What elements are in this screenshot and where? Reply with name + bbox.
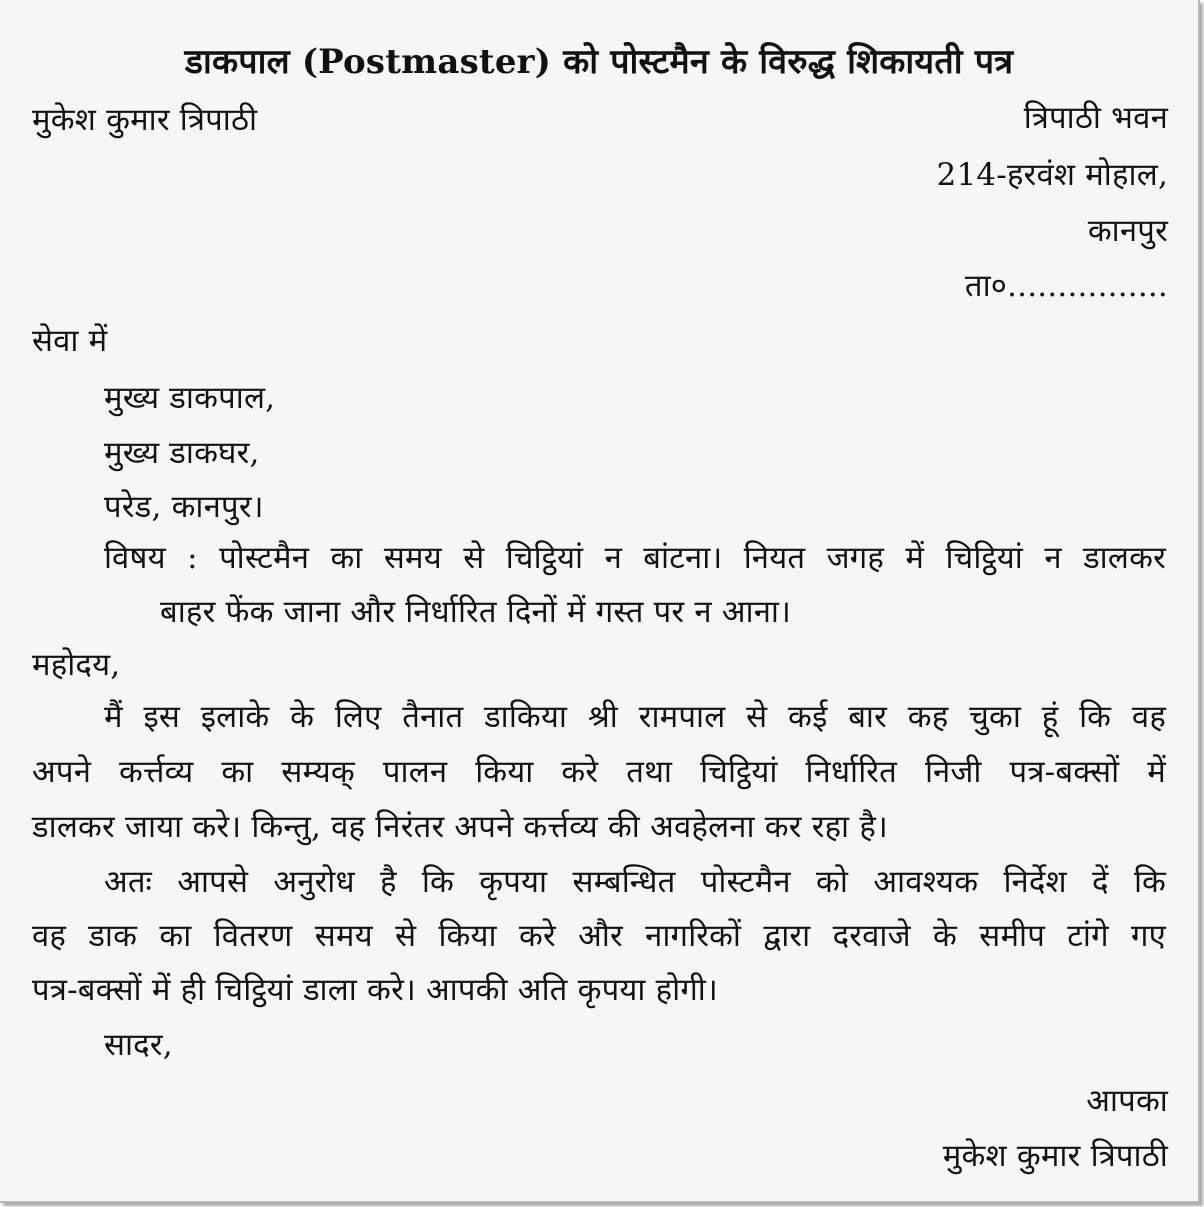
sender-name: मुकेश कुमार त्रिपाठी xyxy=(32,102,258,138)
signoff: आपका xyxy=(1086,1083,1168,1119)
body-line-4: अतः आपसे अनुरोध है कि कृपया सम्बन्धित पोस्टमैन को आवश्यक निर्देश दें कि xyxy=(104,864,1166,900)
address-line-3: कानपुर xyxy=(1087,213,1168,249)
greeting: महोदय, xyxy=(32,647,121,683)
body-line-5: वह डाक का वितरण समय से किया करे और नागरिकों द्वारा दरवाजे के समीप टांगे गए xyxy=(32,918,1166,954)
page-title: डाकपाल (Postmaster) को पोस्टमैन के विरुद्ध शिकायती पत्र xyxy=(184,42,1014,82)
address-line-1: त्रिपाठी भवन xyxy=(1023,100,1168,136)
subject-line-1: विषय : पोस्टमैन का समय से चिट्ठियां न बांटना। नियत जगह में चिट्ठियां न डालकर xyxy=(104,540,1166,576)
body-line-2: अपने कर्त्तव्य का सम्यक् पालन किया करे तथा चिट्ठियां निर्धारित निजी पत्र-बक्सों में xyxy=(32,754,1166,790)
body-line-6: पत्र-बक्सों में ही चिट्ठियां डाला करे। आपकी अति कृपया होगी। xyxy=(32,972,718,1008)
address-line-2: 214-हरवंश मोहाल, xyxy=(936,157,1168,193)
closing: सादर, xyxy=(104,1027,173,1063)
date-line: ता०................ xyxy=(964,268,1168,304)
recipient-line-1: मुख्य डाकपाल, xyxy=(104,380,276,416)
recipient-line-2: मुख्य डाकघर, xyxy=(104,435,260,471)
subject-line-2: बाहर फेंक जाना और निर्धारित दिनों में गस्त पर न आना। xyxy=(160,594,792,630)
signature: मुकेश कुमार त्रिपाठी xyxy=(942,1138,1168,1174)
recipient-line-3: परेड, कानपुर। xyxy=(104,489,264,525)
salutation-to: सेवा में xyxy=(32,323,108,359)
body-line-1: मैं इस इलाके के लिए तैनात डाकिया श्री रामपाल से कई बार कह चुका हूं कि वह xyxy=(104,699,1166,735)
body-line-3: डालकर जाया करे। किन्तु, वह निरंतर अपने कर्त्तव्य की अवहेलना कर रहा है। xyxy=(32,809,888,845)
